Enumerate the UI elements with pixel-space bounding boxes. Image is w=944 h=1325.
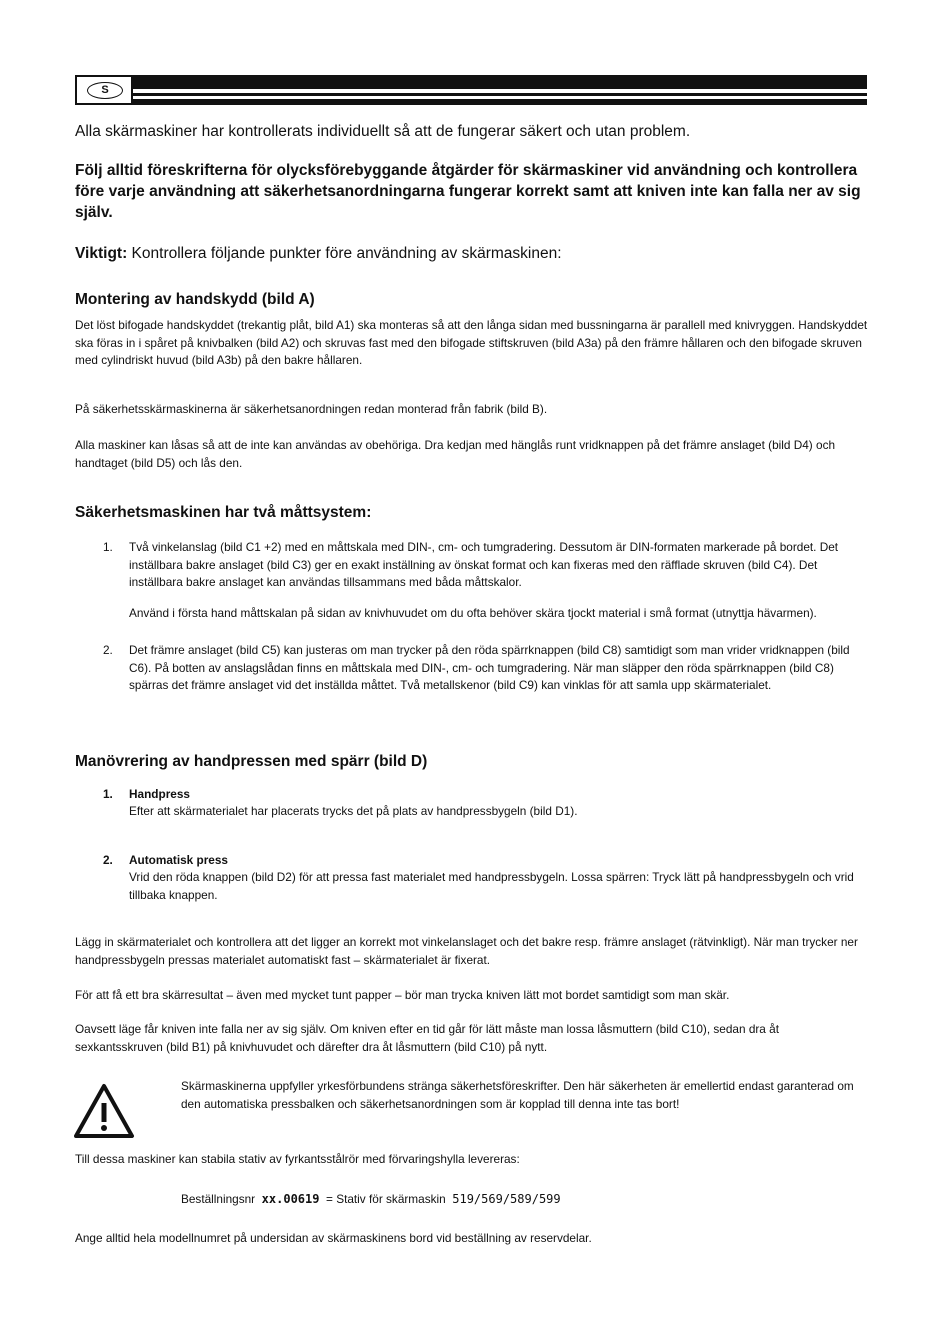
list-item-title: Automatisk press [129,853,228,867]
header-rule [133,93,867,96]
list-number: 2. [103,853,113,867]
header-rule-lower [133,99,867,105]
intro-text: Alla skärmaskiner har kontrollerats individuellt så att de fungerar säkert och utan problem. [75,123,691,140]
model-number-note: Ange alltid hela modellnumret på undersidan av skärmaskinens bord vid beställning av reservdelar. [75,1231,592,1245]
warning-triangle-icon [73,1083,135,1139]
warning-text: Skärmaskinerna uppfyller yrkesförbundens stränga säkerhetsföreskrifter. Den här säkerheten är emellertid endast garanterad om den automatiska pressbalken och säkerhetsanordningen som är kopplad till denna inte tas bort! [181,1079,854,1111]
list-number: 1. [103,787,113,801]
order-number: xx.00619 [261,1192,320,1206]
cutting-tip-paragraph: För att få ett bra skärresultat – även med mycket tunt papper – bör man trycka kniven lätt mot bordet samtidigt som man skär. [75,988,730,1002]
list-item-title: Handpress [129,787,190,801]
important-note [75,244,875,264]
order-line [181,1191,881,1209]
list-number: 2. [103,643,113,657]
list-item-note: Använd i första hand måttskalan på sidan av knivhuvudet om du ofta behöver skära tjockt material i små format (utnyttja hävarmen). [129,606,817,620]
important-text: Kontrollera följande punkter före användning av skärmaskinen: [127,245,562,262]
safety-warning-text: Följ alltid föreskrifterna för olycksförebyggande åtgärder för skärmaskiner vid användning och kontrollera före varje användning att säkerhetsanordningarna fungerar korrekt samt att kniven inte kan falla ner av sig själv. [75,162,861,221]
language-badge [75,75,133,105]
montering-paragraph: Det löst bifogade handskyddet (trekantig plåt, bild A1) ska monteras så att den långa sidan med bussningarna är parallell med knivryggen. Handskyddet ska föras in i spåret på knivbalken (bild A2) och skruvas fast med den bifogade stiftskruven (bild A3a) på den främre hållaren och den bifogade skruven med cylindriskt huvud (bild A3b) på den bakre hållaren. [75,318,868,367]
stand-paragraph: Till dessa maskiner kan stabila stativ av fyrkantsstålrör med förvaringshylla levereras: [75,1152,520,1166]
knife-adjust-paragraph: Oavsett läge får kniven inte falla ner av sig själv. Om kniven efter en tid går för lätt måste man lossa låsmuttern (bild C10), sedan dra åt sexkantsskruven (bild B1) på knivhuvudet och därefter dra åt låsmuttern (bild C10) på nytt. [75,1022,779,1054]
security-device-paragraph: På säkerhetsskärmaskinerna är säkerhetsanordningen redan monterad från fabrik (bild B). [75,402,548,416]
header-bar [133,75,867,89]
list-item: Efter att skärmaterialet har placerats trycks det på plats av handpressbygeln (bild D1). [129,804,578,818]
section-heading-measuring: Säkerhetsmaskinen har två måttsystem: [75,504,372,521]
list-item: Det främre anslaget (bild C5) kan justeras om man trycker på den röda spärrknappen (bild C8) samtidigt som man vrider vridknappen (bild C6). På botten av anslagslådan finns en måttskala med DIN-, cm- och tumgradering. När man släpper den röda spärrknappen (bild C8) spärras det främre anslaget vid det inställda måttet. Två metallskenor (bild C9) kan vinklas för att samla upp skärmaterialet. [129,643,850,692]
section-heading-montering: Montering av handskydd (bild A) [75,291,315,308]
order-label: Beställningsnr [181,1192,256,1206]
section-heading-operation: Manövrering av handpressen med spärr (bild D) [75,753,428,770]
list-number: 1. [103,540,113,554]
order-description: = Stativ för skärmaskin [326,1192,446,1206]
lock-paragraph: Alla maskiner kan låsas så att de inte kan användas av obehöriga. Dra kedjan med hänglås runt vridknappen på det främre anslaget (bild D4) och handtaget (bild D5) och lås den. [75,438,836,470]
alignment-paragraph: Lägg in skärmaterialet och kontrollera att det ligger an korrekt mot vinkelanslaget och det bakre resp. främre anslaget (rätvinkligt). När man trycker ner handpressbygeln pressas materialet automatiskt fast – skärmaterialet är fixerat. [75,935,858,967]
order-models: 519/569/589/599 [452,1192,561,1206]
important-label: Viktigt: [75,245,128,262]
list-item: Två vinkelanslag (bild C1 +2) med en måttskala med DIN-, cm- och tumgradering. Dessutom är DIN-formaten markerade på bordet. Det inställbara bakre anslaget (bild C3) ger en exakt inställning av önskat format och kan fixeras med den räfflade skruven (bild C4). Det inställbara bakre anslaget kan användas tillsammans med båda måttskalor. [129,540,839,589]
language-code: S [87,82,123,99]
list-item: Vrid den röda knappen (bild D2) för att pressa fast materialet med handpressbygeln. Lossa spärren: Tryck lätt på handpressbygeln och vrid tillbaka knappen. [129,870,854,902]
